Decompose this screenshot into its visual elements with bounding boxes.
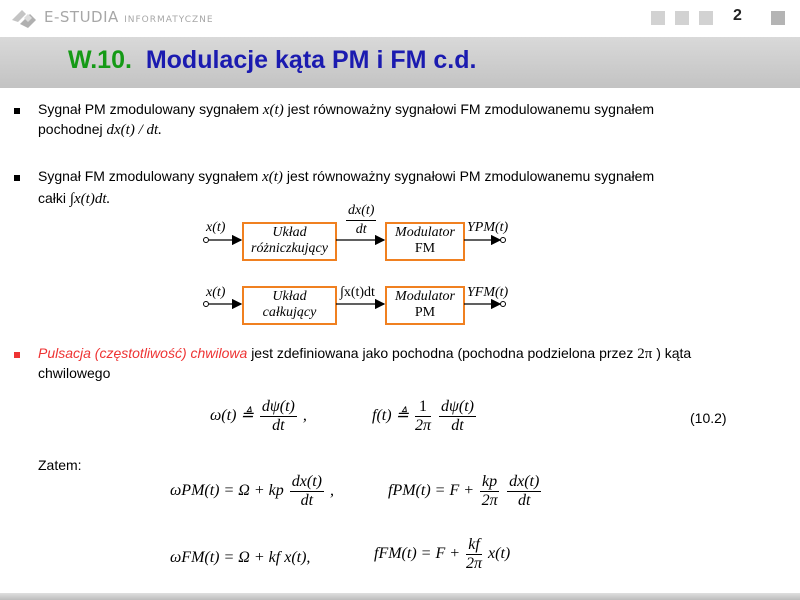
eq-f-pm-coef-num: kp (482, 473, 498, 490)
eq-f-pm-fraction (507, 473, 541, 510)
diagram-2-block-2-line2: PM (414, 305, 436, 320)
equation-f-pm (388, 473, 543, 510)
bullet-2-line2-text: całki (38, 190, 67, 206)
bullet-2-part2: jest równoważny sygnałowi PM zmodulowanemu sygnałem (286, 168, 655, 184)
diagram-2-output-node (501, 302, 506, 307)
bullet-3-part2: jest zdefiniowana jako pochodna (pochodna podzielona przez (251, 345, 634, 361)
bullet-3-line-2: chwilowego (38, 365, 111, 381)
equation-f (372, 398, 478, 435)
diagram-2-block-2-label (386, 289, 464, 321)
diagram-1-block-2-line2: FM (414, 241, 436, 256)
bullet-1-line2-math: dx(t) / dt. (106, 122, 162, 138)
eq-omega-lhs: ω(t) ≜ (210, 407, 254, 425)
equation-omega (210, 398, 307, 435)
diagram-1-block-1-line2: różniczkujący (251, 241, 328, 256)
bullet-3-math: 2π (637, 346, 653, 362)
diagram-1-block-1-label (243, 225, 336, 257)
bullet-1-part2: jest równoważny sygnałowi FM zmodulowanemu sygnałem (287, 101, 655, 117)
bullet-3-marker (14, 352, 20, 358)
eq-omega-pm-end: , (329, 482, 334, 500)
diagram-1-output-label: YPM(t) (467, 220, 509, 235)
diagram-1-output-node (501, 238, 506, 243)
page-number: 2 (733, 7, 742, 24)
bullet-1-part1: Sygnał PM zmodulowany sygnałem (38, 101, 259, 117)
bullet-3-part3: ) kąta (656, 345, 692, 361)
eq-f-num: dψ(t) (440, 398, 475, 415)
bullet-1-line2-text: pochodnej (38, 121, 103, 137)
diagram-2-block-1-label (243, 289, 336, 321)
logo-sub: INFORMATYCZNE (124, 15, 214, 25)
diagram-2-output-label: YFM(t) (467, 285, 509, 300)
eq-f-fm-coef-den: 2π (466, 555, 483, 572)
diagram-2-input-node (204, 302, 209, 307)
diagram-2-mid-label: ∫x(t)dt (340, 285, 375, 300)
diagram-2-input-label: x(t) (206, 285, 226, 300)
diagram-1-mid-num: dx(t) (346, 202, 376, 221)
diagram-1-block-1-line1: Układ (272, 225, 307, 240)
equation-omega-fm: ωFM(t) = Ω + kf x(t), (170, 549, 311, 566)
eq-omega-fraction (260, 398, 297, 435)
eq-f-pm-den: dt (518, 492, 531, 509)
title-text: Modulacje kąta PM i FM c.d. (145, 46, 477, 74)
bullet-1-math: x(t) (262, 102, 284, 118)
footer-bar (0, 593, 800, 600)
logo-main: E-STUDIA (44, 8, 119, 26)
eq-f-pm-coef-den: 2π (481, 492, 498, 509)
eq-omega-pm-num: dx(t) (291, 473, 322, 490)
eq-f-fm-coef (466, 536, 482, 573)
diagram-1-block-2-label (386, 225, 464, 257)
diagram-2-block-1-line2: całkujący (262, 305, 317, 320)
zatem-label: Zatem: (38, 457, 82, 473)
eq-f-coef-num: 1 (415, 398, 431, 417)
eq-f-fm-coef-num: kf (466, 536, 482, 555)
title-number: W.10. (68, 46, 132, 74)
eq-f-coef (415, 398, 431, 435)
eq-f-fm-lhs: fFM(t) = F + (374, 545, 461, 563)
eq-f-pm-lhs: fPM(t) = F + (388, 482, 475, 500)
bullet-3-line-1 (38, 345, 691, 363)
eq-f-den: dt (451, 417, 464, 434)
equation-omega-pm (170, 473, 334, 510)
diagram-1-mid-den: dt (355, 222, 367, 237)
bullet-2-line2-math: ∫x(t)dt. (69, 191, 111, 207)
eq-omega-pm-lhs: ωPM(t) = Ω + kp (170, 482, 284, 500)
eq-f-pm-num: dx(t) (509, 473, 540, 490)
diagram-1-input-node (204, 238, 209, 243)
eq-f-lhs: f(t) ≜ (372, 407, 409, 425)
diagram-2-block-1-line1: Układ (272, 289, 307, 304)
diagram-1-mid-label (344, 202, 378, 239)
eq-f-fm-end: x(t) (488, 545, 511, 563)
bullet-2-math: x(t) (262, 169, 283, 185)
diagram-1-mid-fraction (346, 202, 376, 239)
eq-f-pm-coef (480, 473, 499, 510)
equation-f-fm (374, 536, 510, 573)
eq-omega-den: dt (272, 417, 285, 434)
bullet-3-red-part: Pulsacja (częstotliwość) chwilowa (38, 345, 248, 361)
eq-f-fraction (439, 398, 476, 435)
diagram-2-block-2-line1: Modulator (395, 289, 455, 304)
diagram-1-block-2-line1: Modulator (395, 225, 455, 240)
eq-f-coef-den: 2π (414, 417, 431, 434)
eq-omega-sep: , (302, 407, 307, 425)
eq-omega-num: dψ(t) (261, 398, 295, 415)
eq-omega-pm-den: dt (300, 492, 314, 509)
equation-number: (10.2) (690, 410, 727, 426)
bullet-2-part1: Sygnał FM zmodulowany sygnałem (38, 168, 259, 184)
diagram-1-input-label: x(t) (206, 220, 226, 235)
eq-omega-pm-fraction (290, 473, 324, 510)
